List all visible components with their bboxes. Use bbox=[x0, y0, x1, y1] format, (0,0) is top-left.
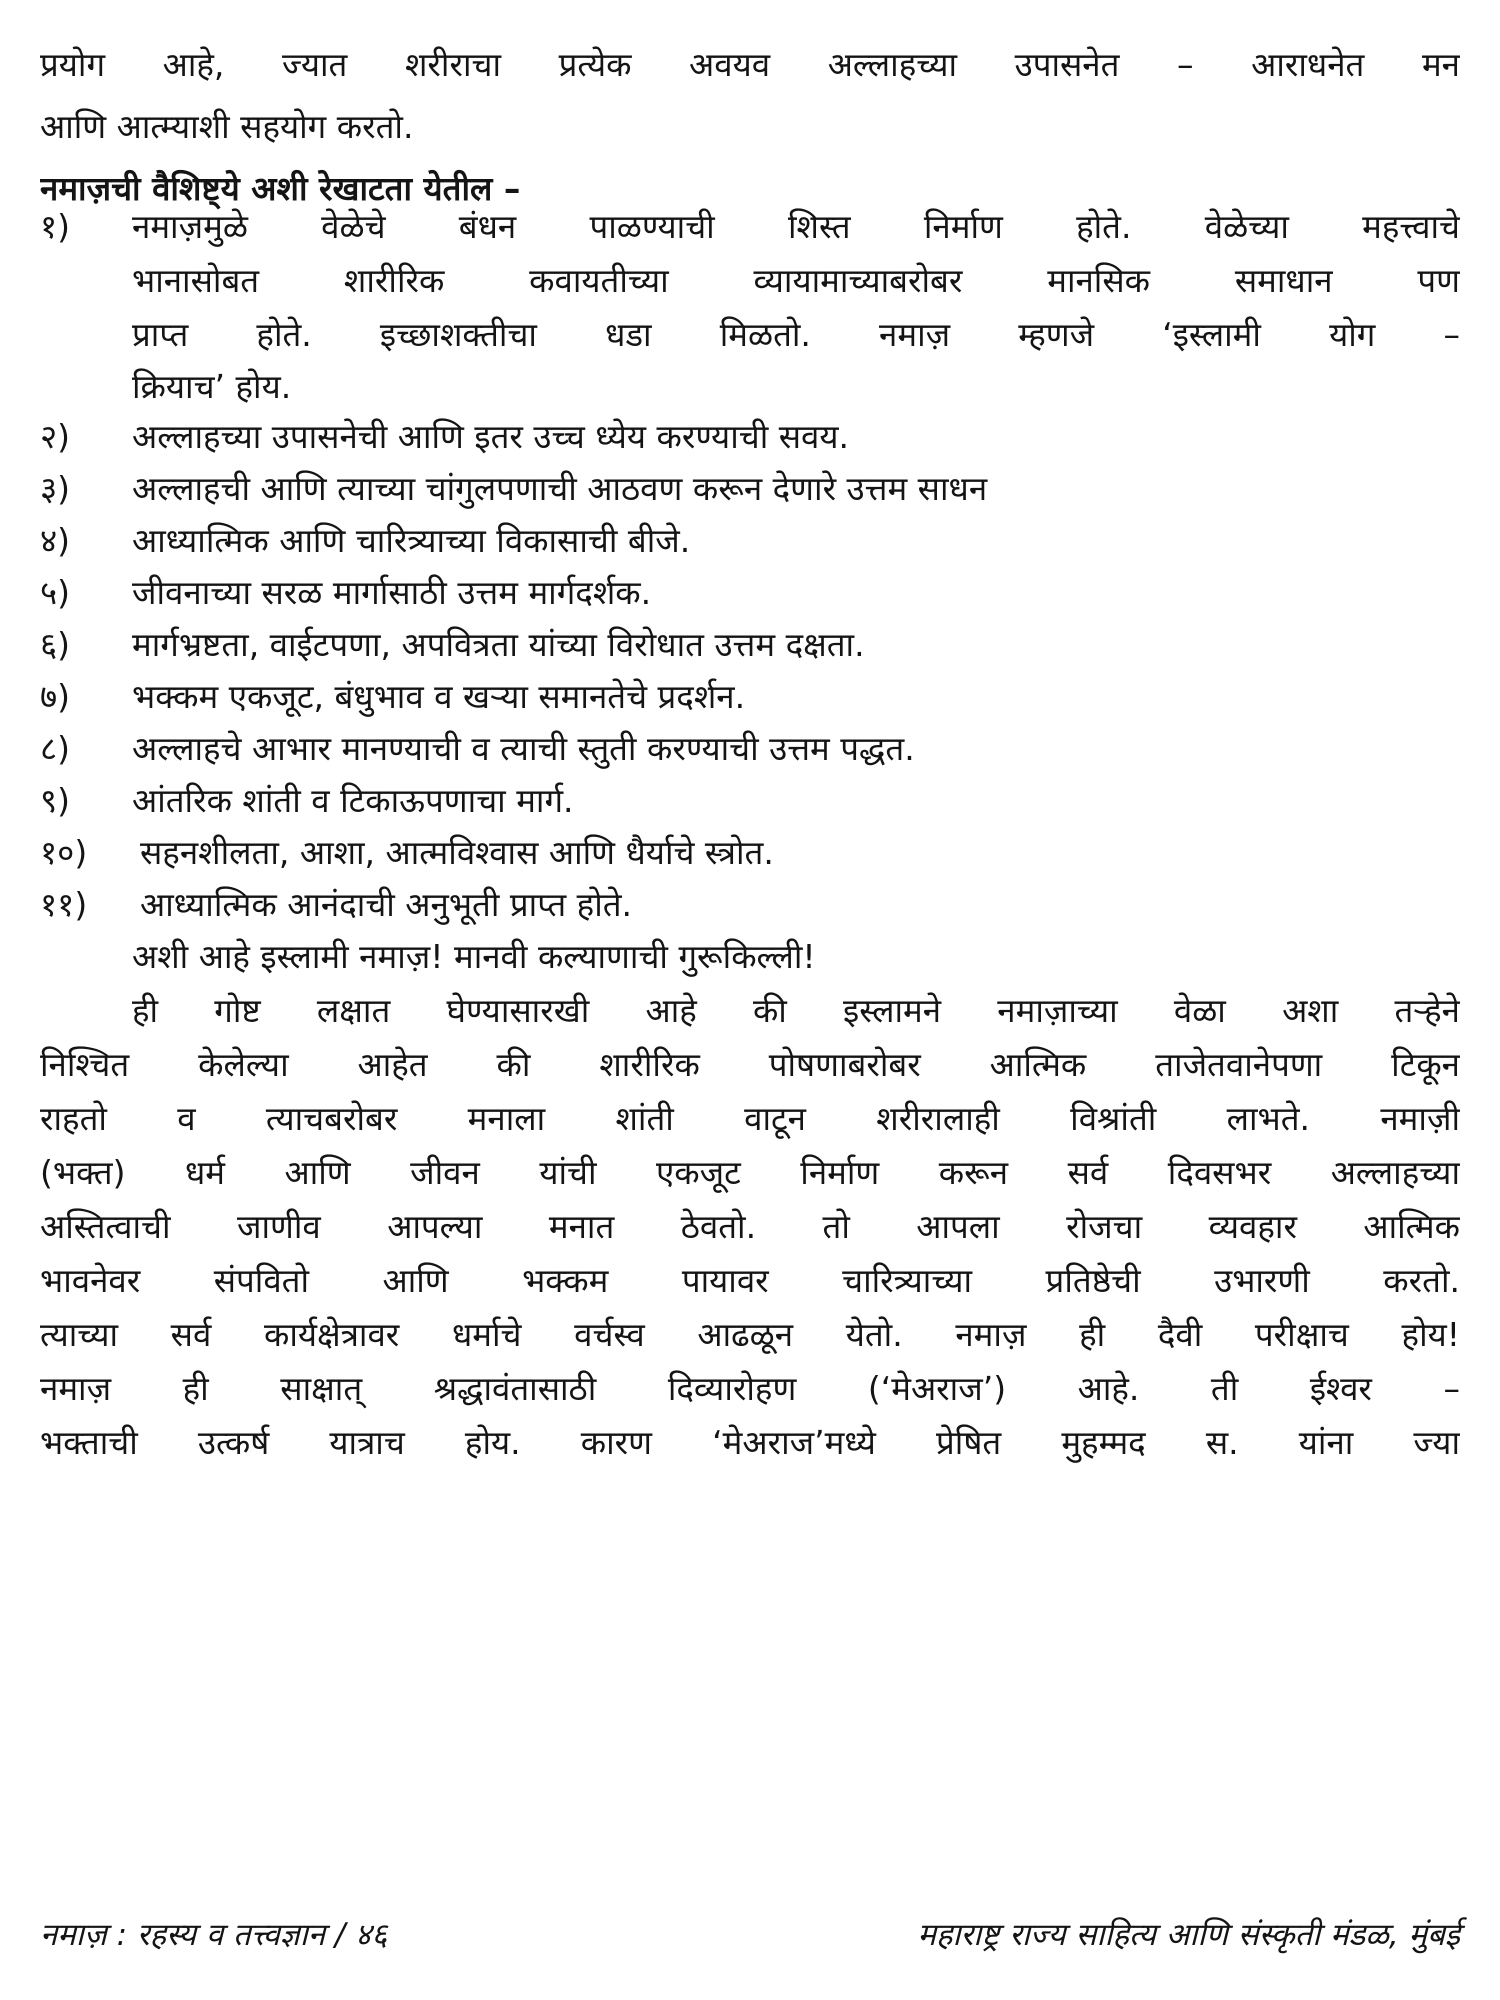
feature-text-continued: क्रियाच’ होय. bbox=[132, 367, 292, 406]
feature-text: भक्कम एकजूट, बंधुभाव व खऱ्या समानतेचे प्रदर्शन. bbox=[132, 677, 746, 716]
footer-publisher: महाराष्ट्र राज्य साहित्य आणि संस्कृती मंडळ, मुंबई bbox=[917, 1917, 1460, 1953]
paragraph-line: राहतो व त्याचबरोबर मनाला शांती वाटून शरीरालाही विश्रांती लाभते. नमाज़ी bbox=[40, 1099, 1460, 1138]
feature-text-continued: प्राप्त होते. इच्छाशक्तीचा धडा मिळतो. नमाज़ म्हणजे ‘इस्लामी योग – bbox=[132, 315, 1460, 354]
feature-text: आंतरिक शांती व टिकाऊपणाचा मार्ग. bbox=[132, 781, 574, 820]
paragraph-line: भक्ताची उत्कर्ष यात्राच होय. कारण ‘मेअराज’मध्ये प्रेषित मुहम्मद स. यांना ज्या bbox=[40, 1423, 1460, 1462]
footer-book-title: नमाज़ : रहस्य व तत्त्वज्ञान / ४६ bbox=[40, 1917, 388, 1953]
feature-number: २) bbox=[40, 417, 71, 456]
intro-line: प्रयोग आहे, ज्यात शरीराचा प्रत्येक अवयव अल्लाहच्या उपासनेत – आराधनेत मन bbox=[40, 45, 1460, 84]
feature-text-continued: भानासोबत शारीरिक कवायतीच्या व्यायामाच्याबरोबर मानसिक समाधान पण bbox=[132, 261, 1460, 300]
feature-number: ७) bbox=[40, 677, 71, 716]
feature-number: ३) bbox=[40, 469, 71, 508]
feature-item bbox=[40, 196, 1460, 258]
feature-number: १) bbox=[40, 207, 71, 246]
paragraph-line: ही गोष्ट लक्षात घेण्यासारखी आहे की इस्लामने नमाज़ाच्या वेळा अशा तऱ्हेने bbox=[132, 991, 1460, 1030]
intro-line: आणि आत्म्याशी सहयोग करतो. bbox=[40, 107, 414, 146]
paragraph-line: अस्तित्वाची जाणीव आपल्या मनात ठेवतो. तो आपला रोजचा व्यवहार आत्मिक bbox=[40, 1207, 1460, 1246]
paragraph-line: नमाज़ ही साक्षात् श्रद्धावंतासाठी दिव्यारोहण (‘मेअराज’) आहे. ती ईश्वर – bbox=[40, 1369, 1460, 1408]
feature-text: अल्लाहच्या उपासनेची आणि इतर उच्च ध्येय करण्याची सवय. bbox=[132, 417, 850, 456]
page-footer bbox=[40, 1910, 1460, 1960]
paragraph-line: त्याच्या सर्व कार्यक्षेत्रावर धर्माचे वर्चस्व आढळून येतो. नमाज़ ही दैवी परीक्षाच होय! bbox=[40, 1315, 1460, 1354]
paragraph-line: भावनेवर संपवितो आणि भक्कम पायावर चारित्र्याच्या प्रतिष्ठेची उभारणी करतो. bbox=[40, 1261, 1460, 1300]
feature-number: ४) bbox=[40, 521, 71, 560]
feature-number: ८) bbox=[40, 729, 71, 768]
feature-number: १०) bbox=[40, 833, 88, 872]
feature-number: ११) bbox=[40, 885, 88, 924]
feature-text: जीवनाच्या सरळ मार्गासाठी उत्तम मार्गदर्शक. bbox=[132, 573, 652, 612]
paragraph-line: (भक्त) धर्म आणि जीवन यांची एकजूट निर्माण करून सर्व दिवसभर अल्लाहच्या bbox=[40, 1153, 1460, 1192]
feature-number: ९) bbox=[40, 781, 71, 820]
feature-text: आध्यात्मिक आणि चारित्र्याच्या विकासाची बीजे. bbox=[132, 521, 691, 560]
section-heading: नमाज़ची वैशिष्ट्ये अशी रेखाटता येतील – bbox=[40, 169, 521, 208]
feature-text: आध्यात्मिक आनंदाची अनुभूती प्राप्त होते. bbox=[140, 885, 633, 924]
feature-number: ५) bbox=[40, 573, 71, 612]
feature-text: अल्लाहची आणि त्याच्या चांगुलपणाची आठवण करून देणारे उत्तम साधन bbox=[132, 469, 988, 508]
feature-number: ६) bbox=[40, 625, 71, 664]
closing-line: अशी आहे इस्लामी नमाज़! मानवी कल्याणाची गुरूकिल्ली! bbox=[132, 937, 816, 976]
feature-text: अल्लाहचे आभार मानण्याची व त्याची स्तुती करण्याची उत्तम पद्धत. bbox=[132, 729, 915, 768]
feature-text: नमाज़मुळे वेळेचे बंधन पाळण्याची शिस्त निर्माण होते. वेळेच्या महत्त्वाचे bbox=[132, 207, 1460, 246]
feature-text: सहनशीलता, आशा, आत्मविश्वास आणि धैर्याचे स्त्रोत. bbox=[140, 833, 774, 872]
feature-text: मार्गभ्रष्टता, वाईटपणा, अपवित्रता यांच्या विरोधात उत्तम दक्षता. bbox=[132, 625, 865, 664]
paragraph-line: निश्चित केलेल्या आहेत की शारीरिक पोषणाबरोबर आत्मिक ताजेतवानेपणा टिकून bbox=[40, 1045, 1460, 1084]
